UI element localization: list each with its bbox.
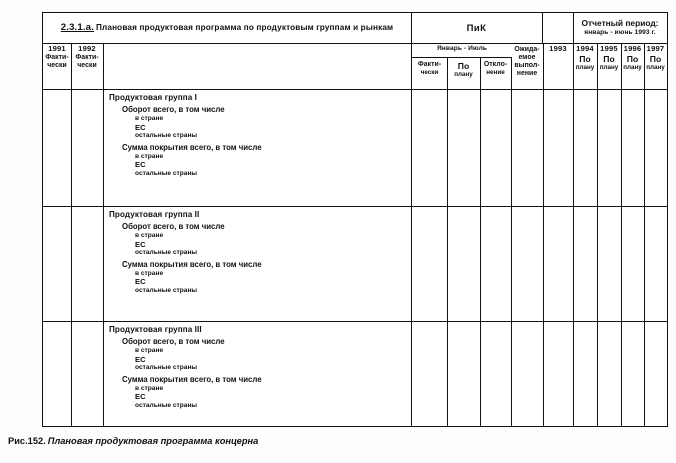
figure-caption [8,436,258,446]
figure-number: Рис.152. [8,436,46,446]
col-divider-expected [543,43,544,426]
col-year-1995: 1995 [600,44,618,53]
col-1996-l1: По [626,53,639,64]
pik-plan-l2: плану [454,71,473,79]
expected-l3: выпол- [514,62,540,70]
group-row-primary: Сумма покрытия всего, в том числе [122,374,262,384]
col-divider-1996 [621,43,622,426]
pik-fact-l2: чески [420,69,439,77]
col-divider-pik-deviation [511,57,512,426]
col-1996-l2: плану [623,64,642,72]
col-1995-l1: По [603,53,615,64]
report-period-title: Отчетный период: [581,17,659,28]
group-row-primary: Оборот всего, в том числе [122,337,225,346]
group-row-secondary: в стране [135,115,164,122]
col-divider-pik-end-top [542,13,543,43]
report-period-range: январь - июнь 1993 г. [584,29,656,37]
group-row-secondary: остальные страны [135,169,198,177]
group-row-secondary: остальные страны [135,132,198,139]
column-header-1994-plan [573,43,597,89]
group-row-secondary: в стране [135,152,164,160]
product-group-title: Продуктовая группа I [109,93,198,102]
table-title-cell [43,13,411,43]
column-header-1996-plan [621,43,644,89]
table-section-number: 2.3.1.а. [60,22,94,33]
group-row-primary: Сумма покрытия всего, в том числе [122,259,262,269]
group-row-secondary: ЕС [135,160,146,169]
planning-table [42,12,668,427]
expected-l2: емое [518,54,536,62]
col-1994-l2: плану [575,64,595,72]
report-period-cell [573,13,667,43]
col-1997-l1: По [649,53,662,64]
pik-deviation-l1: Откло- [483,61,508,68]
product-group-block [109,210,409,294]
group-row-secondary: в стране [135,232,164,239]
group-row-primary: Оборот всего, в том числе [122,105,225,114]
column-header-expected-year [543,44,573,88]
table-title-text: Плановая продуктовая программа по продуктовым группам и рынкам [95,23,394,32]
column-header-pik-fact [412,59,447,89]
group-row-secondary: ЕС [135,122,146,132]
col-sub-1991-a: Факти- [45,53,69,61]
column-header-pik-deviation [480,59,511,89]
product-group-block [109,93,409,177]
group-row-secondary: в стране [135,384,164,392]
product-group-block [109,325,409,409]
pik-span-label: Январь - Июль [436,45,488,52]
col-1995-l2: плану [599,64,619,72]
product-group-title: Продуктовая группа II [109,210,200,219]
group-row-primary: Сумма покрытия всего, в том числе [122,142,262,152]
col-divider-pik-plan [480,57,481,426]
col-divider-pik-fact [447,57,448,426]
product-group-title: Продуктовая группа III [109,325,202,334]
col-divider-1997 [644,43,645,426]
col-year-1994: 1994 [576,44,594,53]
column-header-expected [511,45,543,89]
col-1997-l2: плану [646,64,665,72]
group-row-primary: Оборот всего, в том числе [122,222,225,231]
col-divider-fact2 [103,43,104,426]
col-1994-l1: По [579,53,591,64]
column-header-pik-plan [447,59,480,89]
group-row-secondary: ЕС [135,239,146,249]
col-year-1991: 1991 [48,44,66,53]
group-row-secondary: в стране [135,347,164,354]
group-row-secondary: ЕС [135,277,146,286]
expected-year-1993: 1993 [549,44,567,53]
group-row-secondary: ЕС [135,392,146,401]
group-row-secondary: ЕС [135,354,146,364]
col-year-1992: 1992 [78,44,96,53]
pik-label: ПиК [466,22,487,34]
pik-plan-l1: По [457,61,470,71]
expected-l4: нение [516,70,538,78]
column-header-1997-plan [644,43,667,89]
col-divider-fact1 [71,43,72,426]
col-year-1996: 1996 [623,44,642,53]
group-row-secondary: в стране [135,269,164,277]
expected-l1: Ожида- [514,46,540,53]
column-header-1995-plan [597,43,621,89]
col-sub-1991-b: чески [47,62,67,70]
figure-caption-text: Плановая продуктовая программа концерна [47,436,259,446]
col-divider-1995 [597,43,598,426]
col-sub-1992-a: Факти- [75,53,99,61]
group-row-secondary: остальные страны [135,364,198,371]
group-row-secondary: остальные страны [135,249,198,256]
group-row-secondary: остальные страны [135,286,198,294]
pik-deviation-l2: нение [486,69,505,77]
column-header-1992-fact [71,43,103,89]
group-row-secondary: остальные страны [135,401,198,409]
pik-header-cell [411,13,542,43]
col-year-1997: 1997 [646,44,665,53]
col-sub-1992-b: чески [77,62,97,70]
pik-fact-l1: Факти- [417,61,442,68]
pik-span-rule [412,57,511,58]
column-header-1991-fact [43,43,71,89]
